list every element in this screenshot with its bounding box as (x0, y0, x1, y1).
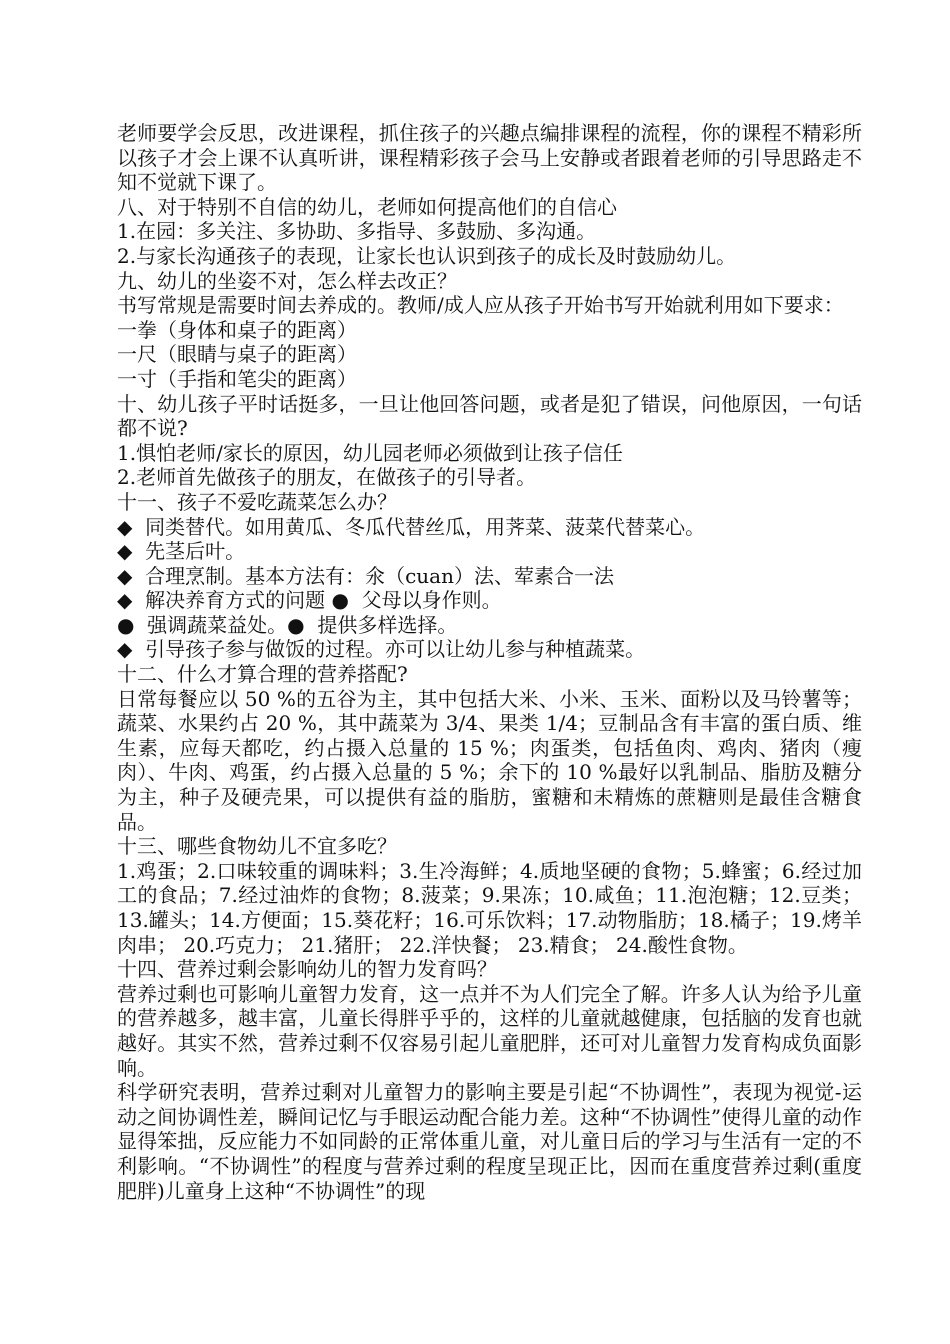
bullet-item: ◆ 同类替代。如用黄瓜、冬瓜代替丝瓜，用荠菜、菠菜代替菜心。 (117, 514, 706, 539)
bullet-item: ● 强调蔬菜益处。● 提供多样选择。 (117, 612, 458, 637)
document-body (117, 121, 862, 1203)
heading-section-8: 八、对于特别不自信的幼儿，老师如何提高他们的自信心 (117, 194, 617, 219)
bullet-item: ◆ 先茎后叶。 (117, 539, 246, 564)
bullet-item: ◆ 解决养育方式的问题 ● 父母以身作则。 (117, 588, 502, 613)
paragraph-reflection: 老师要学会反思，改进课程，抓住孩子的兴趣点编排课程的流程，你的课程不精彩所以孩子才会上课不认真听讲，课程精彩孩子会马上安静或者跟着老师的引导思路走不知不觉就下课了。 (117, 121, 862, 195)
bullet-item: ◆ 引导孩子参与做饭的过程。亦可以让幼儿参与种植蔬菜。 (117, 637, 646, 662)
heading-section-9: 九、幼儿的坐姿不对，怎么样去改正？ (117, 268, 457, 293)
paragraph-writing-habits: 书写常规是需要时间去养成的。教师/成人应从孩子开始书写开始就利用如下要求： (117, 293, 844, 318)
heading-section-14: 十四、营养过剩会影响幼儿的智力发育吗？ (117, 957, 497, 982)
list-item: 1.惧怕老师/家长的原因，幼儿园老师必须做到让孩子信任 (117, 440, 623, 465)
heading-section-10: 十、幼儿孩子平时话挺多，一旦让他回答问题，或者是犯了错误，问他原因，一句话都不说? (117, 391, 862, 441)
paragraph-food-list: 1.鸡蛋；2.口味较重的调味料；3.生冷海鲜；4.质地坚硬的食物；5.蜂蜜；6.经过加工的食品；7.经过油炸的食物；8.菠菜；9.果冻；10.咸鱼；11.泡泡糖；12.豆类；13.罐头；14.方便面；15.葵花籽；16.可乐饮料；17.动物脂肪；18.橘子；19.烤羊肉串； 20.巧克力； 21.猪肝； 22.洋快餐； 23.精食； 24.酸性食物。 (117, 858, 862, 957)
paragraph-nutrition: 日常每餐应以 50 %的五谷为主，其中包括大米、小米、玉米、面粉以及马铃薯等；蔬菜、水果约占 20 %，其中蔬菜为 3/4、果类 1/4；豆制品含有丰富的蛋白质、维生素，应每天都吃，约占摄入总量的 15 %；肉蛋类，包括鱼肉、鸡肉、猪肉（瘦肉）、牛肉、鸡蛋，约占摄入总量的 5 %；余下的 10 %最好以乳制品、脂肪及糖分为主，种子及硬壳果，可以提供有益的脂肪，蜜糖和未精炼的蔗糖则是最佳含糖食品。 (117, 686, 862, 834)
list-item: 2.老师首先做孩子的朋友，在做孩子的引导者。 (117, 465, 537, 490)
paragraph-research: 科学研究表明，营养过剩对儿童智力的影响主要是引起“不协调性”，表现为视觉-运动之间协调性差，瞬间记忆与手眼运动配合能力差。这种“不协调性”使得儿童的动作显得笨拙，反应能力不如同龄的正常体重儿童，对儿童日后的学习与生活有一定的不利影响。“不协调性”的程度与营养过剩的程度呈现正比，因而在重度营养过剩(重度肥胖)儿童身上这种“不协调性”的现 (117, 1080, 862, 1203)
heading-section-13: 十三、哪些食物幼儿不宜多吃？ (117, 834, 397, 859)
list-item: 2.与家长沟通孩子的表现，让家长也认识到孩子的成长及时鼓励幼儿。 (117, 243, 737, 268)
heading-section-12: 十二、什么才算合理的营养搭配? (117, 662, 408, 687)
heading-section-11: 十一、孩子不爱吃蔬菜怎么办？ (117, 489, 397, 514)
paragraph-overnutrition: 营养过剩也可影响儿童智力发育，这一点并不为人们完全了解。许多人认为给予儿童的营养越多，越丰富，儿童长得胖乎乎的，这样的儿童就越健康，包括脑的发育也就越好。其实不然，营养过剩不仅容易引起儿童肥胖，还可对儿童智力发育构成负面影响。 (117, 981, 862, 1080)
list-item: 1.在园：多关注、多协助、多指导、多鼓励、多沟通。 (117, 219, 597, 244)
list-item: 一寸（手指和笔尖的距离） (117, 366, 357, 391)
list-item: 一拳（身体和桌子的距离） (117, 317, 357, 342)
list-item: 一尺（眼睛与桌子的距离） (117, 342, 357, 367)
bullet-item: ◆ 合理烹制。基本方法有：氽（cuan）法、荤素合一法 (117, 563, 614, 588)
